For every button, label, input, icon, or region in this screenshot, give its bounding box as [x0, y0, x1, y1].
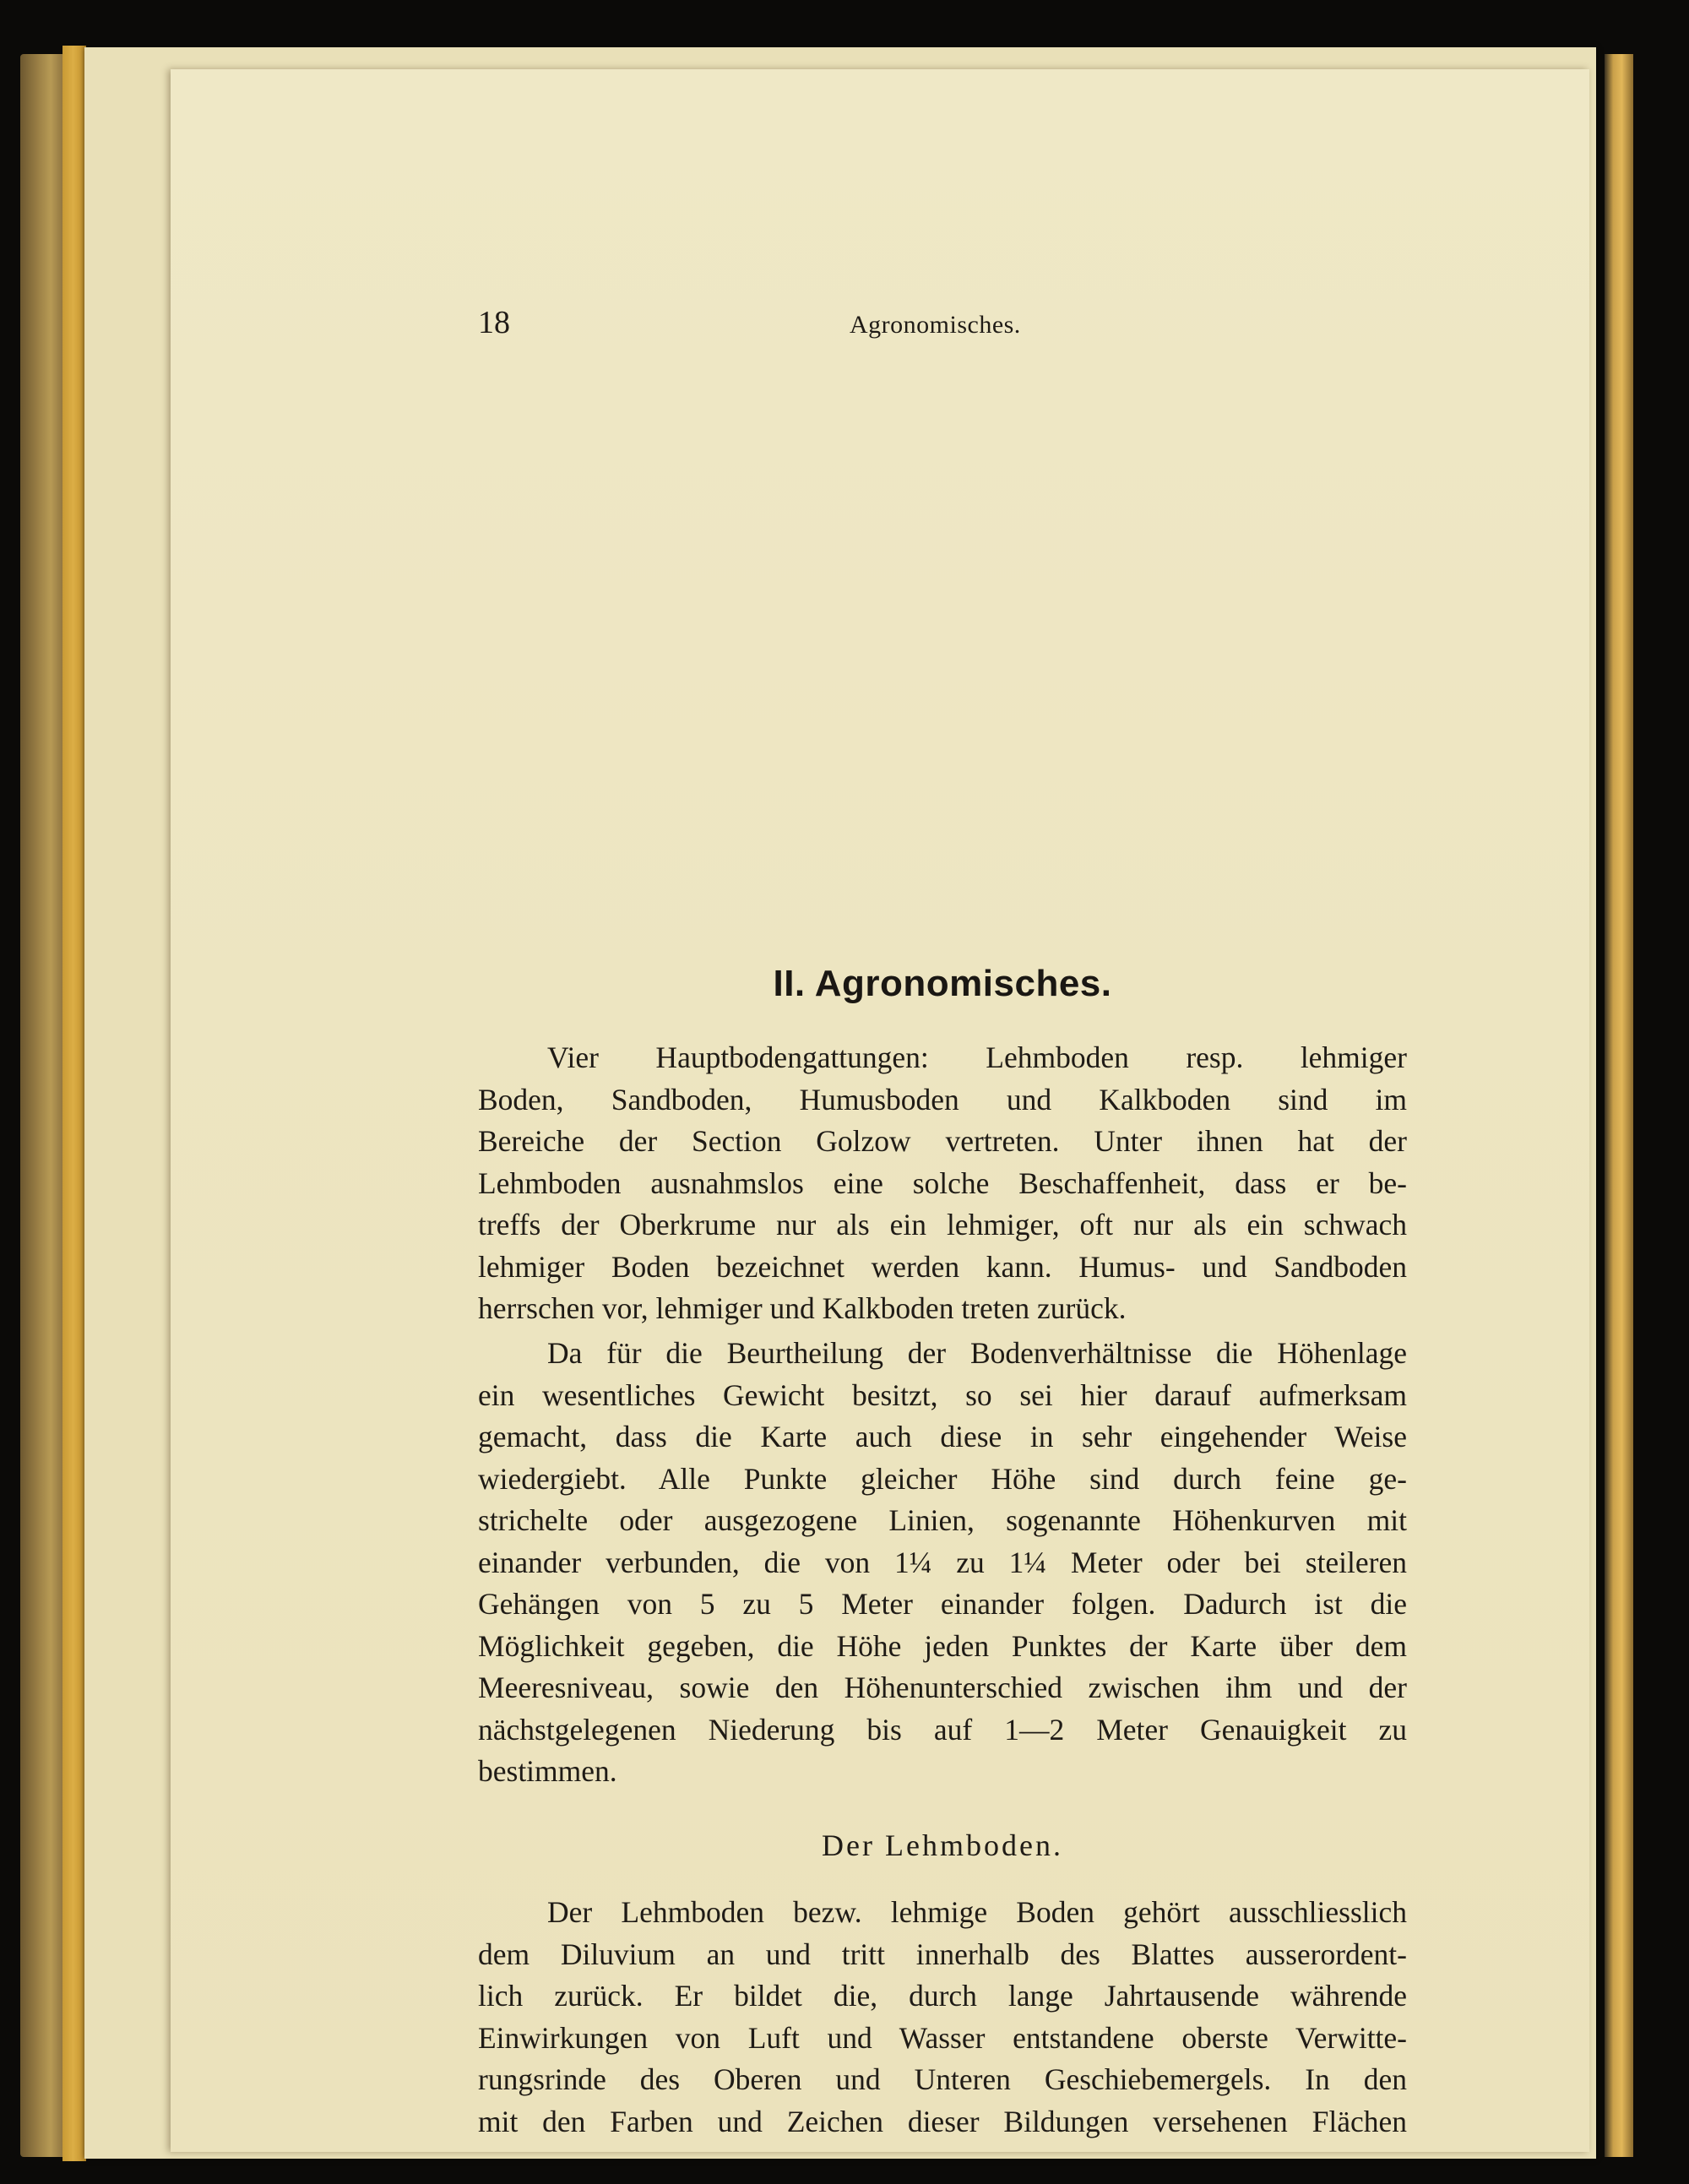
text-line: Lehmboden ausnahmslos eine solche Beschaffenheit, dass er be- [478, 1165, 1407, 1200]
paragraph-1 [478, 1037, 1407, 1330]
text-line: dem Diluvium an und tritt innerhalb des Blattes ausserordent- [478, 1937, 1407, 1971]
text-line: ein wesentliches Gewicht besitzt, so sei hier darauf aufmerksam [478, 1377, 1407, 1412]
text-line: Bereiche der Section Golzow vertreten. Unter ihnen hat der [478, 1124, 1407, 1158]
text-line: herrschen vor, lehmiger und Kalkboden treten zurück. [478, 1291, 1127, 1325]
text-line: Boden, Sandboden, Humusboden und Kalkboden sind im [478, 1082, 1407, 1116]
text-line: lich zurück. Er bildet die, durch lange Jahrtausende währende [478, 1979, 1407, 2013]
text-line: wiedergiebt. Alle Punkte gleicher Höhe sind durch feine ge- [478, 1461, 1407, 1496]
text-line: einander verbunden, die von 1¼ zu 1¼ Meter oder bei steileren [478, 1545, 1407, 1579]
page-number: 18 [478, 305, 510, 340]
right-page-edge [1605, 54, 1633, 2157]
text-line: gemacht, dass die Karte auch diese in sehr eingehender Weise [478, 1420, 1407, 1453]
page-header [478, 304, 1407, 355]
text-line: Möglichkeit gegeben, die Höhe jeden Punktes der Karte über dem [478, 1628, 1407, 1663]
text-line: Gehängen von 5 zu 5 Meter einander folgen. Dadurch ist die [478, 1587, 1407, 1621]
subheading: Der Lehmboden. [822, 1828, 1063, 1862]
text-line: bestimmen. [478, 1754, 617, 1788]
section-title: II. Agronomisches. [773, 963, 1112, 1004]
text-line: rungsrinde des Oberen und Unteren Geschiebemergels. In den [478, 2062, 1407, 2096]
text-line: Meeresniveau, sowie den Höhenunterschied zwischen ihm und der [478, 1671, 1407, 1704]
gilt-page-edge [62, 46, 86, 2161]
text-line: nächstgelegenen Niederung bis auf 1—2 Meter Genauigkeit zu [478, 1712, 1407, 1747]
running-head: Agronomisches. [850, 311, 1021, 339]
text-line: Vier Hauptbodengattungen: Lehmboden resp. lehmiger [547, 1040, 1407, 1074]
text-line: Der Lehmboden bezw. lehmige Boden gehört ausschliesslich [547, 1895, 1407, 1929]
text-line: mit den Farben und Zeichen dieser Bildungen versehenen Flächen [478, 2104, 1407, 2138]
text-line: Einwirkungen von Luft und Wasser entstandene oberste Verwitte- [478, 2020, 1407, 2055]
text-line: strichelte oder ausgezogene Linien, sogenannte Höhenkurven mit [478, 1503, 1407, 1537]
text-line: Da für die Beurtheilung der Bodenverhältnisse die Höhenlage [547, 1336, 1407, 1370]
text-line: treffs der Oberkrume nur als ein lehmiger, oft nur als ein schwach [478, 1208, 1407, 1241]
paragraph-2 [478, 1333, 1407, 1793]
text-line: lehmiger Boden bezeichnet werden kann. Humus- und Sandboden [478, 1249, 1407, 1284]
paragraph-3 [478, 1892, 1407, 2143]
